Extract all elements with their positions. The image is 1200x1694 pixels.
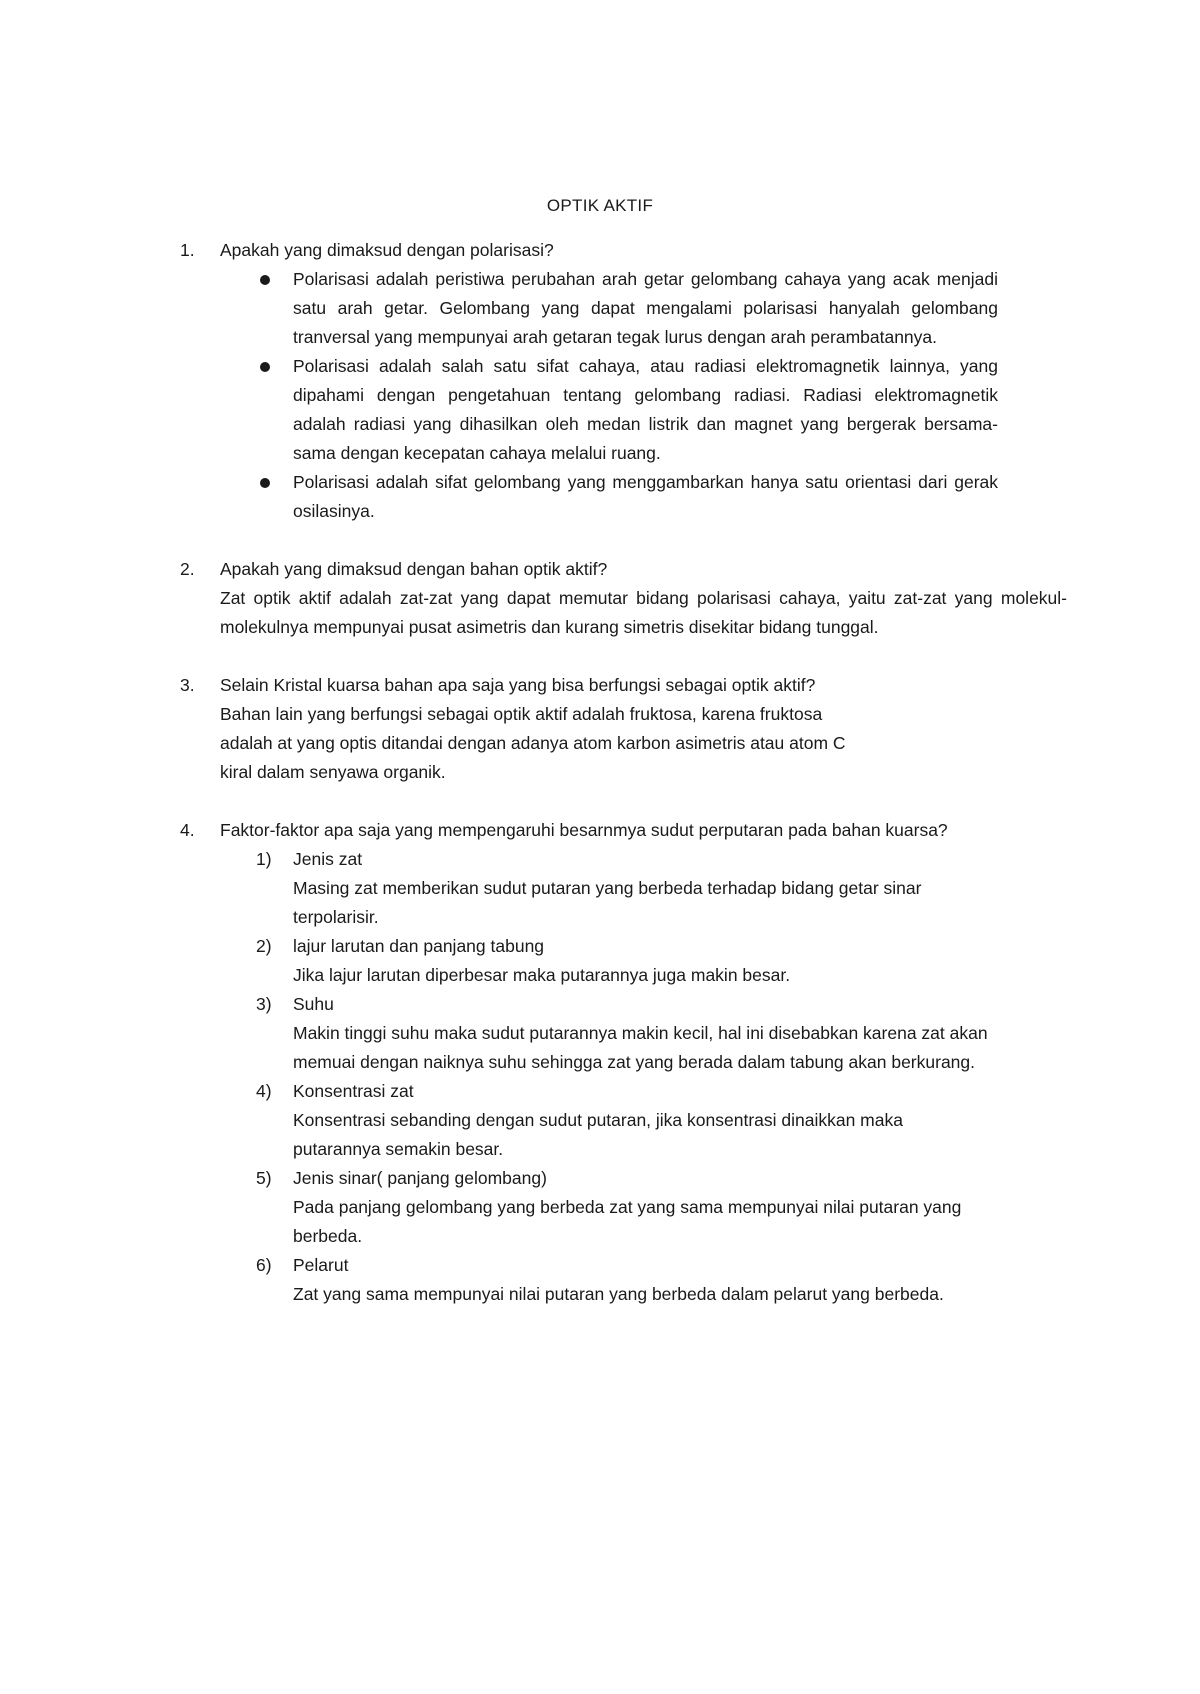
document-title: OPTIK AKTIF — [546, 196, 654, 215]
factor-description: Makin tinggi suhu maka sudut putarannya makin kecil, hal ini disebabkan karena zat akan memuai dengan naiknya suhu sehingga zat yang berada dalam tabung akan berkurang. — [293, 1023, 988, 1072]
factor-number: 1) — [256, 849, 272, 869]
factor-title: Konsentrasi zat — [293, 1081, 414, 1101]
question-number: 1. — [180, 240, 195, 260]
factor-item — [220, 1164, 1067, 1251]
bullet-item — [220, 265, 998, 352]
question-2 — [177, 555, 1067, 642]
factor-number: 6) — [256, 1255, 272, 1275]
factor-number: 2) — [256, 936, 272, 956]
factor-item — [220, 1077, 1067, 1164]
bullet-item — [220, 352, 998, 468]
question-text: Selain Kristal kuarsa bahan apa saja yang bisa berfungsi sebagai optik aktif? — [220, 675, 816, 695]
spacer — [177, 787, 1067, 816]
factor-item — [220, 990, 1067, 1077]
factor-item — [220, 1251, 1067, 1309]
question-text: Apakah yang dimaksud dengan polarisasi? — [220, 240, 554, 260]
factor-item — [220, 932, 1067, 990]
factor-title: Jenis zat — [293, 849, 363, 869]
bullet-icon — [260, 478, 270, 488]
factor-number: 3) — [256, 994, 272, 1014]
answer-text: Zat optik aktif adalah zat-zat yang dapat memutar bidang polarisasi cahaya, yaitu zat-zat yang molekul-molekulnya mempunyai pusat asimetris dan kurang simetris disekitar bidang tunggal. — [220, 588, 1067, 637]
bullet-icon — [260, 275, 270, 285]
question-text: Apakah yang dimaksud dengan bahan optik aktif? — [220, 559, 608, 579]
factor-description: Pada panjang gelombang yang berbeda zat yang sama mempunyai nilai putaran yang berbeda. — [293, 1197, 962, 1246]
question-4 — [177, 816, 1067, 1309]
bullet-text: Polarisasi adalah peristiwa perubahan arah getar gelombang cahaya yang acak menjadi satu arah getar. Gelombang yang dapat mengalami polarisasi hanyalah gelombang tranversal yang mempunyai arah getaran tegak lurus dengan arah perambatannya. — [293, 269, 998, 347]
factor-title: lajur larutan dan panjang tabung — [293, 936, 545, 956]
factor-description: Masing zat memberikan sudut putaran yang berbeda terhadap bidang getar sinar terpolarisir. — [293, 878, 922, 927]
question-3 — [177, 671, 1067, 787]
answer-bullet-list — [220, 265, 1067, 526]
factor-number: 5) — [256, 1168, 272, 1188]
question-number: 3. — [180, 675, 195, 695]
bullet-icon — [260, 362, 270, 372]
factor-list — [220, 845, 1067, 1309]
factor-description: Zat yang sama mempunyai nilai putaran yang berbeda dalam pelarut yang berbeda. — [293, 1284, 944, 1304]
factor-description: Konsentrasi sebanding dengan sudut putaran, jika konsentrasi dinaikkan maka putarannya semakin besar. — [293, 1110, 903, 1159]
spacer — [177, 526, 1067, 555]
question-text: Faktor-faktor apa saja yang mempengaruhi besarnmya sudut perputaran pada bahan kuarsa? — [220, 820, 948, 840]
question-number: 2. — [180, 559, 195, 579]
document-body — [177, 236, 1067, 1309]
factor-title: Pelarut — [293, 1255, 349, 1275]
factor-title: Jenis sinar( panjang gelombang) — [293, 1168, 547, 1188]
factor-item — [220, 845, 1067, 932]
bullet-text: Polarisasi adalah salah satu sifat cahaya, atau radiasi elektromagnetik lainnya, yang dipahami dengan pengetahuan tentang gelombang radiasi. Radiasi elektromagnetik adalah radiasi yang dihasilkan oleh medan listrik dan magnet yang bergerak bersama-sama dengan kecepatan cahaya melalui ruang. — [293, 356, 998, 463]
question-1 — [177, 236, 1067, 526]
answer-text: Bahan lain yang berfungsi sebagai optik aktif adalah fruktosa, karena fruktosa adalah at yang optis ditandai dengan adanya atom karbon asimetris atau atom C kiral dalam senyawa organik. — [220, 704, 846, 782]
bullet-text: Polarisasi adalah sifat gelombang yang menggambarkan hanya satu orientasi dari gerak osilasinya. — [293, 472, 998, 521]
spacer — [177, 642, 1067, 671]
question-number: 4. — [180, 820, 195, 840]
factor-number: 4) — [256, 1081, 272, 1101]
factor-description: Jika lajur larutan diperbesar maka putarannya juga makin besar. — [293, 965, 791, 985]
factor-title: Suhu — [293, 994, 334, 1014]
bullet-item — [220, 468, 998, 526]
